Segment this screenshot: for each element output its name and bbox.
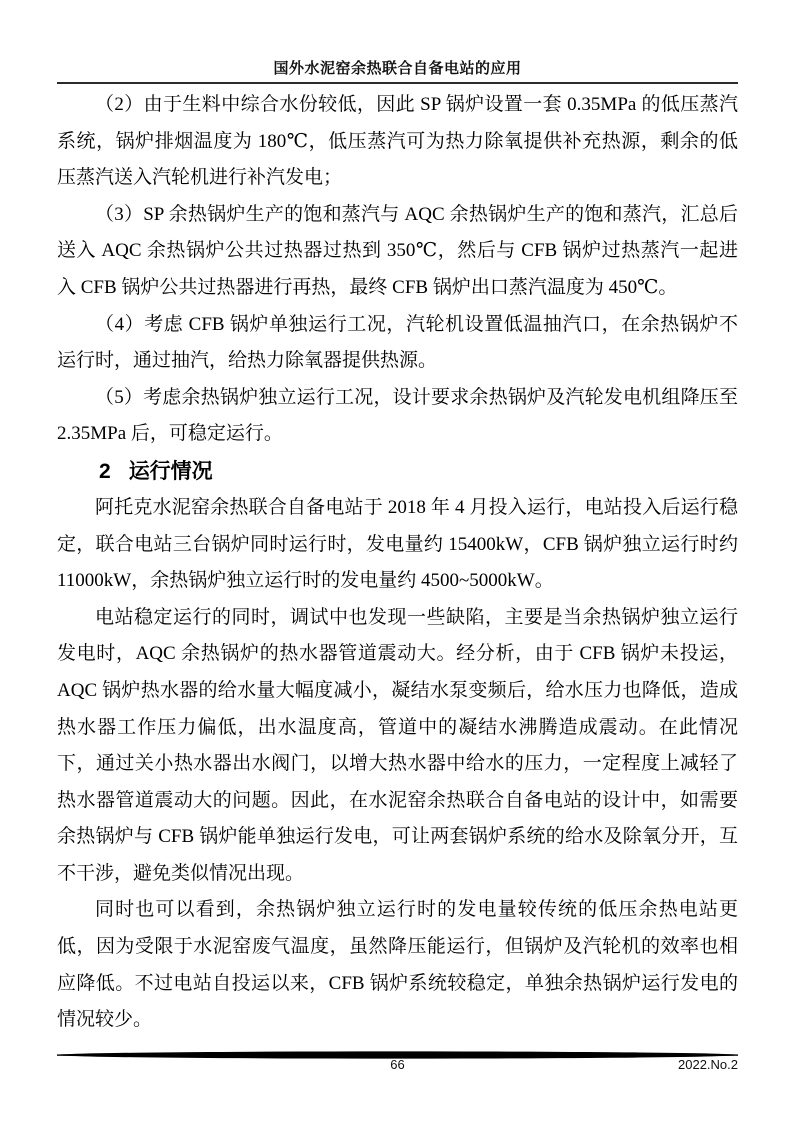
footer <box>57 1057 738 1075</box>
issue-label: 2022.No.2 <box>678 1057 738 1072</box>
paragraphs-top <box>57 87 738 453</box>
section-title: 运行情况 <box>128 459 213 483</box>
body-text <box>57 87 738 1039</box>
page-number: 66 <box>390 1057 405 1072</box>
section-heading <box>57 453 738 490</box>
running-title: 国外水泥窑余热联合自备电站的应用 <box>273 60 522 77</box>
paragraph: （5）考虑余热锅炉独立运行工况，设计要求余热锅炉及汽轮发电机组降压至 2.35MPa 后，可稳定运行。 <box>57 386 738 445</box>
paragraph: （4）考虑 CFB 锅炉单独运行工况，汽轮机设置低温抽汽口，在余热锅炉不运行时，通过抽汽，给热力除氧器提供热源。 <box>57 313 738 372</box>
paragraph: 电站稳定运行的同时，调试中也发现一些缺陷，主要是当余热锅炉独立运行发电时，AQC 余热锅炉的热水器管道震动大。经分析，由于 CFB 锅炉未投运，AQC 锅炉热水器的给水量大幅度减小，凝结水泵变频后，给水压力也降低，造成热水器工作压力偏低，出水温度高，管道中的凝结水沸腾造成震动。在此情况下，通过关小热水器出水阀门，以增大热水器中给水的压力，一定程度上减轻了热水器管道震动大的问题。因此，在水泥窑余热联合自备电站的设计中，如需要余热锅炉与 CFB 锅炉能单独运行发电，可让两套锅炉系统的给水及除氧分开，互不干涉，避免类似情况出现。 <box>57 606 738 884</box>
paragraph: 同时也可以看到，余热锅炉独立运行时的发电量较传统的低压余热电站更低，因为受限于水泥窑废气温度，虽然降压能运行，但锅炉及汽轮机的效率也相应降低。不过电站自投运以来，CFB 锅炉系统较稳定，单独余热锅炉运行发电的情况较少。 <box>57 899 738 1031</box>
paragraph: （2）由于生料中综合水份较低，因此 SP 锅炉设置一套 0.35MPa 的低压蒸汽系统，锅炉排烟温度为 180℃，低压蒸汽可为热力除氧提供补充热源，剩余的低压蒸汽送入汽轮机进行补汽发电； <box>57 94 738 189</box>
section-number: 2 <box>99 459 111 483</box>
paragraph: （3）SP 余热锅炉生产的饱和蒸汽与 AQC 余热锅炉生产的饱和蒸汽，汇总后送入 AQC 余热锅炉公共过热器过热到 350℃，然后与 CFB 锅炉过热蒸汽一起进入 CFB 锅炉公共过热器进行再热，最终 CFB 锅炉出口蒸汽温度为 450℃。 <box>57 203 738 298</box>
paragraph: 阿托克水泥窑余热联合自备电站于 2018 年 4 月投入运行，电站投入后运行稳定，联合电站三台锅炉同时运行时，发电量约 15400kW，CFB 锅炉独立运行时约 11000kW，余热锅炉独立运行时的发电量约 4500~5000kW。 <box>57 496 738 592</box>
header-rule <box>57 82 738 84</box>
footer-rule <box>57 1047 738 1056</box>
paragraphs-section <box>57 490 738 1039</box>
